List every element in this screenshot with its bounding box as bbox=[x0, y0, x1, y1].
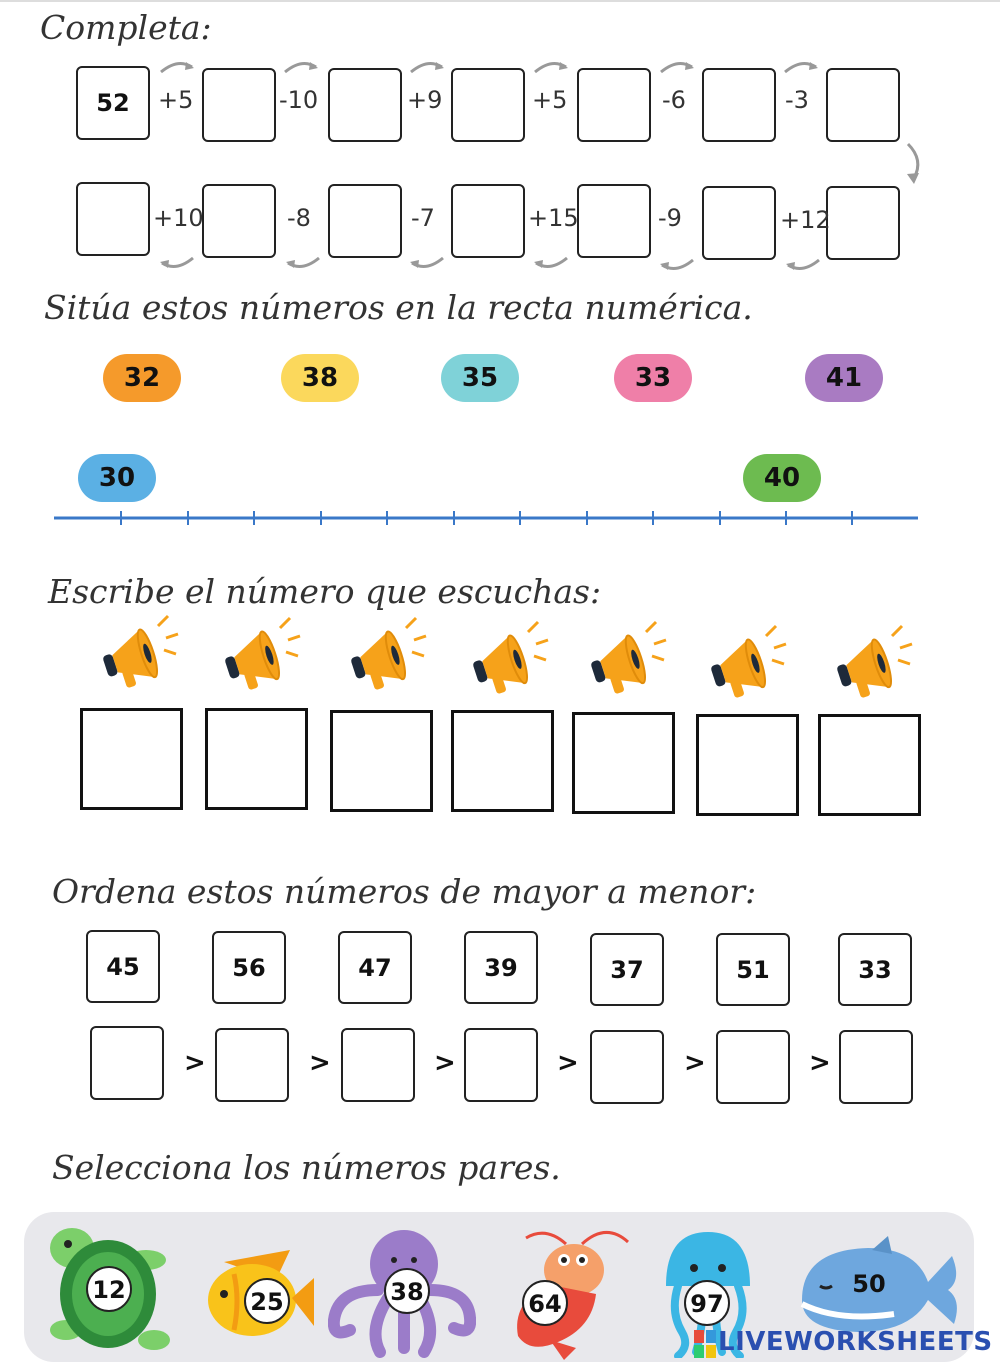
order-number-card bbox=[838, 933, 912, 1006]
sequence-operator: -9 bbox=[658, 204, 682, 232]
sequence-input-box[interactable] bbox=[328, 68, 402, 142]
sequence-operator: -7 bbox=[411, 204, 435, 232]
order-answer-box[interactable] bbox=[839, 1030, 913, 1104]
sequence-operator: +5 bbox=[158, 86, 194, 114]
curved-arrow-right-icon bbox=[658, 58, 698, 74]
curved-arrow-right-icon bbox=[408, 58, 448, 74]
sequence-input-box[interactable] bbox=[826, 186, 900, 260]
order-number-card bbox=[464, 931, 538, 1004]
curved-arrow-right-icon bbox=[532, 58, 572, 74]
listen-answer-box[interactable] bbox=[572, 712, 675, 814]
megaphone-icon[interactable] bbox=[466, 618, 550, 700]
number-line-end-pill: 40 bbox=[743, 454, 821, 502]
order-number-value: 39 bbox=[484, 953, 518, 982]
shrimp-option[interactable] bbox=[506, 1224, 634, 1360]
sequence-start-box bbox=[76, 66, 150, 140]
section-title-order: Ordena estos números de mayor a menor: bbox=[52, 872, 757, 911]
draggable-number-pill[interactable]: 33 bbox=[614, 354, 692, 402]
listen-answer-box[interactable] bbox=[696, 714, 799, 816]
greater-than-sign: > bbox=[557, 1048, 579, 1078]
draggable-number-pill[interactable]: 35 bbox=[441, 354, 519, 402]
greater-than-sign: > bbox=[809, 1048, 831, 1078]
order-answer-box[interactable] bbox=[590, 1030, 664, 1104]
curved-arrow-right-icon bbox=[282, 58, 322, 74]
sequence-operator: -6 bbox=[662, 86, 686, 114]
megaphone-icon[interactable] bbox=[96, 612, 180, 694]
sequence-input-box[interactable] bbox=[328, 184, 402, 258]
sequence-input-box[interactable] bbox=[702, 186, 776, 260]
curved-arrow-left-icon bbox=[530, 256, 570, 272]
animal-number-badge: 12 bbox=[86, 1266, 132, 1312]
section-title-number-line: Sitúa estos números en la recta numérica. bbox=[44, 288, 753, 327]
order-number-card bbox=[338, 931, 412, 1004]
draggable-number-pill[interactable]: 41 bbox=[805, 354, 883, 402]
octopus-option[interactable] bbox=[328, 1220, 476, 1360]
sequence-input-box[interactable] bbox=[702, 68, 776, 142]
order-answer-box[interactable] bbox=[90, 1026, 164, 1100]
megaphone-icon[interactable] bbox=[584, 618, 668, 700]
order-number-value: 45 bbox=[106, 952, 140, 981]
sequence-operator: -3 bbox=[785, 86, 809, 114]
sequence-operator: +12 bbox=[780, 206, 831, 234]
order-number-value: 33 bbox=[858, 955, 892, 984]
order-answer-box[interactable] bbox=[716, 1030, 790, 1104]
sequence-operator: +10 bbox=[153, 204, 204, 232]
greater-than-sign: > bbox=[684, 1048, 706, 1078]
sequence-operator: +5 bbox=[532, 86, 568, 114]
megaphone-icon[interactable] bbox=[704, 622, 788, 704]
curved-arrow-down-icon bbox=[902, 142, 926, 186]
order-number-value: 47 bbox=[358, 953, 392, 982]
section-title-listen: Escribe el número que escuchas: bbox=[48, 572, 602, 611]
order-number-card bbox=[86, 930, 160, 1003]
fish-option[interactable] bbox=[204, 1240, 314, 1350]
turtle-option[interactable] bbox=[46, 1220, 178, 1360]
greater-than-sign: > bbox=[184, 1048, 206, 1078]
listen-answer-box[interactable] bbox=[818, 714, 921, 816]
animal-number-badge: 25 bbox=[244, 1278, 290, 1324]
sequence-input-box[interactable] bbox=[451, 184, 525, 258]
megaphone-icon[interactable] bbox=[218, 614, 302, 696]
animal-number-badge: 50 bbox=[852, 1270, 886, 1298]
order-answer-box[interactable] bbox=[464, 1028, 538, 1102]
listen-answer-box[interactable] bbox=[80, 708, 183, 810]
order-number-card bbox=[212, 931, 286, 1004]
curved-arrow-left-icon bbox=[156, 256, 196, 272]
animal-number-badge: 64 bbox=[522, 1280, 568, 1326]
sequence-input-box[interactable] bbox=[451, 68, 525, 142]
sequence-input-box[interactable] bbox=[826, 68, 900, 142]
curved-arrow-left-icon bbox=[406, 256, 446, 272]
curved-arrow-left-icon bbox=[782, 258, 822, 274]
curved-arrow-right-icon bbox=[158, 58, 198, 74]
animal-number-badge: 97 bbox=[684, 1280, 730, 1326]
order-number-card bbox=[590, 933, 664, 1006]
curved-arrow-left-icon bbox=[656, 258, 696, 274]
sequence-start-value: 52 bbox=[96, 89, 130, 117]
sequence-operator: -8 bbox=[287, 204, 311, 232]
top-rule bbox=[0, 0, 1000, 2]
sequence-input-box[interactable] bbox=[76, 182, 150, 256]
whale-option[interactable] bbox=[798, 1234, 962, 1338]
sequence-input-box[interactable] bbox=[577, 68, 651, 142]
sequence-input-box[interactable] bbox=[202, 68, 276, 142]
curved-arrow-left-icon bbox=[282, 256, 322, 272]
draggable-number-pill[interactable]: 38 bbox=[281, 354, 359, 402]
curved-arrow-right-icon bbox=[782, 58, 822, 74]
animal-number-badge: 38 bbox=[384, 1268, 430, 1314]
liveworksheets-brand: LIVEWORKSHEETS bbox=[718, 1327, 993, 1357]
greater-than-sign: > bbox=[434, 1048, 456, 1078]
order-number-card bbox=[716, 933, 790, 1006]
liveworksheets-logo-icon bbox=[694, 1330, 716, 1358]
sequence-input-box[interactable] bbox=[577, 184, 651, 258]
sequence-operator: +15 bbox=[528, 204, 579, 232]
section-title-completa: Completa: bbox=[40, 8, 212, 47]
megaphone-icon[interactable] bbox=[344, 614, 428, 696]
order-number-value: 51 bbox=[736, 955, 770, 984]
sequence-input-box[interactable] bbox=[202, 184, 276, 258]
sequence-operator: -10 bbox=[279, 86, 319, 114]
listen-answer-box[interactable] bbox=[451, 710, 554, 812]
greater-than-sign: > bbox=[309, 1048, 331, 1078]
megaphone-icon[interactable] bbox=[830, 622, 914, 704]
draggable-number-pill[interactable]: 32 bbox=[103, 354, 181, 402]
order-answer-box[interactable] bbox=[341, 1028, 415, 1102]
number-line bbox=[52, 508, 922, 530]
order-number-value: 37 bbox=[610, 955, 644, 984]
order-number-value: 56 bbox=[232, 953, 266, 982]
sequence-operator: +9 bbox=[407, 86, 443, 114]
number-line-start-pill: 30 bbox=[78, 454, 156, 502]
section-title-select-even: Selecciona los números pares. bbox=[52, 1148, 561, 1187]
order-answer-box[interactable] bbox=[215, 1028, 289, 1102]
listen-answer-box[interactable] bbox=[330, 710, 433, 812]
listen-answer-box[interactable] bbox=[205, 708, 308, 810]
